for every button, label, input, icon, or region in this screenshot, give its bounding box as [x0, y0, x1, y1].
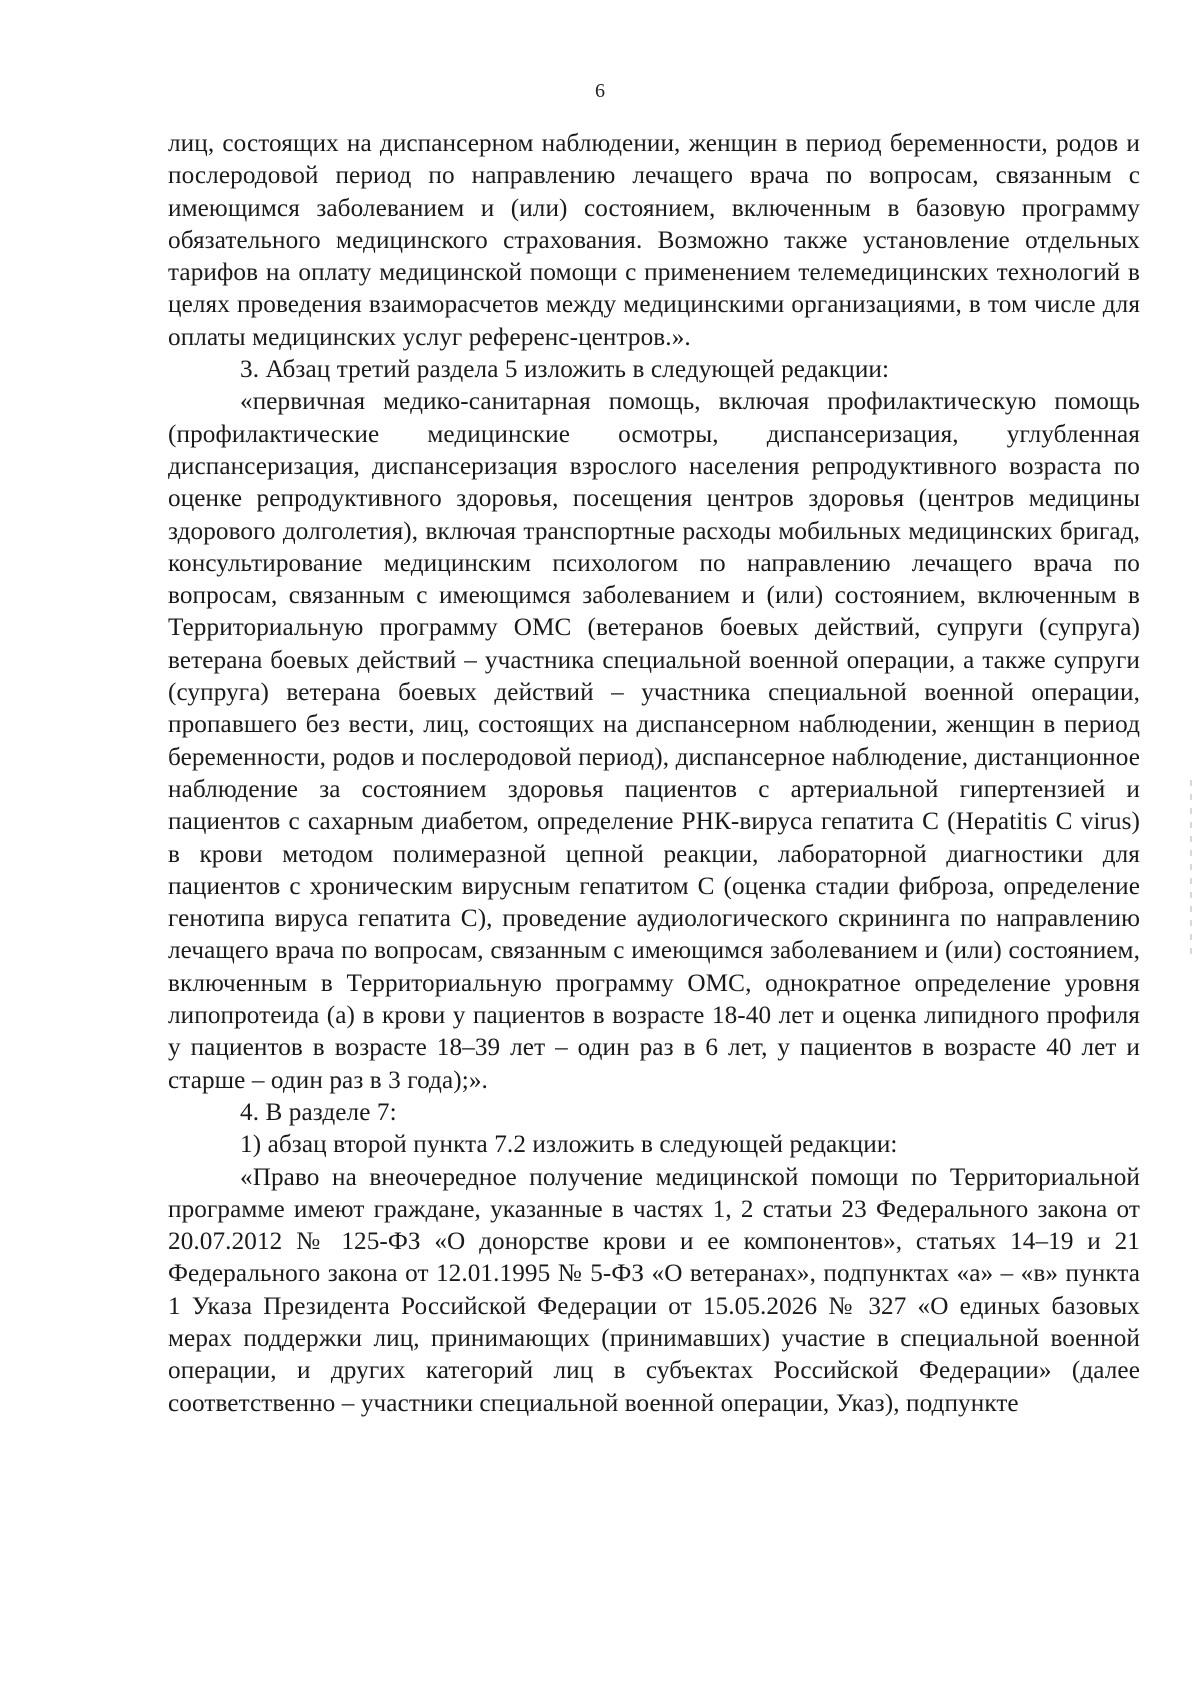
scan-artifact	[1190, 780, 1192, 960]
paragraph-item-4: 4. В разделе 7:	[240, 1098, 397, 1126]
paragraph-subitem-1: 1) абзац второй пункта 7.2 изложить в следующей редакции:	[240, 1131, 898, 1159]
paragraph-continuation: лиц, состоящих на диспансерном наблюдении, женщин в период беременности, родов и послеродовой период по направлению лечащего врача по вопросам, связанным с имеющимся заболеванием и (или) состоянием, включенным в базовую программу обязательного медицинского страхования. Возможно также установление отдельных тарифов на оплату медицинской помощи с применением телемедицинских технологий в целях проведения взаиморасчетов между медицинскими организациями, в том числе для оплаты медицинских услуг референс-центров.».	[168, 130, 1140, 351]
paragraph-item-3: 3. Абзац третий раздела 5 изложить в следующей редакции:	[240, 356, 890, 384]
page-number: 6	[595, 80, 605, 102]
paragraph-quote-priority-right: «Право на внеочередное получение медицинской помощи по Территориальной программе имеют граждане, указанные в частях 1, 2 статьи 23 Федерального закона от 20.07.2012 № 125-ФЗ «О донорстве крови и ее компонентов», статьях 14–19 и 21 Федерального закона от 12.01.1995 № 5-ФЗ «О ветеранах», подпунктах «а» – «в» пункта 1 Указа Президента Российской Федерации от 15.05.2026 № 327 «О единых базовых мерах поддержки лиц, принимающих (принимавших) участие в специальной военной операции, и других категорий лиц в субъектах Российской Федерации» (далее соответственно – участники специальной военной операции, Указ), подпункте	[168, 1163, 1140, 1417]
paragraph-quote-primary-care: «первичная медико-санитарная помощь, включая профилактическую помощь (профилактические медицинские осмотры, диспансеризация, углубленная диспансеризация, диспансеризация взрослого населения репродуктивного возраста по оценке репродуктивного здоровья, посещения центров здоровья (центров медицины здорового долголетия), включая транспортные расходы мобильных медицинских бригад, консультирование медицинским психологом по направлению лечащего врача по вопросам, связанным с имеющимся заболеванием и (или) состоянием, включенным в Территориальную программу ОМС (ветеранов боевых действий, супруги (супруга) ветерана боевых действий – участника специальной военной операции, а также супруги (супруга) ветерана боевых действий – участника специальной военной операции, пропавшего без вести, лиц, состоящих на диспансерном наблюдении, женщин в период беременности, родов и послеродовой период), диспансерное наблюдение, дистанционное наблюдение за состоянием здоровья пациентов с артериальной гипертензией и пациентов с сахарным диабетом, определение РНК-вируса гепатита С (Hepatitis C virus) в крови методом полимеразной цепной реакции, лабораторной диагностики для пациентов с хроническим вирусным гепатитом С (оценка стадии фиброза, определение генотипа вируса гепатита С), проведение аудиологического скрининга по направлению лечащего врача по вопросам, связанным с имеющимся заболеванием и (или) состоянием, включенным в Территориальную программу ОМС, однократное определение уровня липопротеида (а) в крови у пациентов в возрасте 18-40 лет и оценка липидного профиля у пациентов в возрасте 18–39 лет – один раз в 6 лет, у пациентов в возрасте 40 лет и старше – один раз в 3 года);».	[168, 388, 1140, 1094]
document-body	[168, 128, 1140, 1420]
